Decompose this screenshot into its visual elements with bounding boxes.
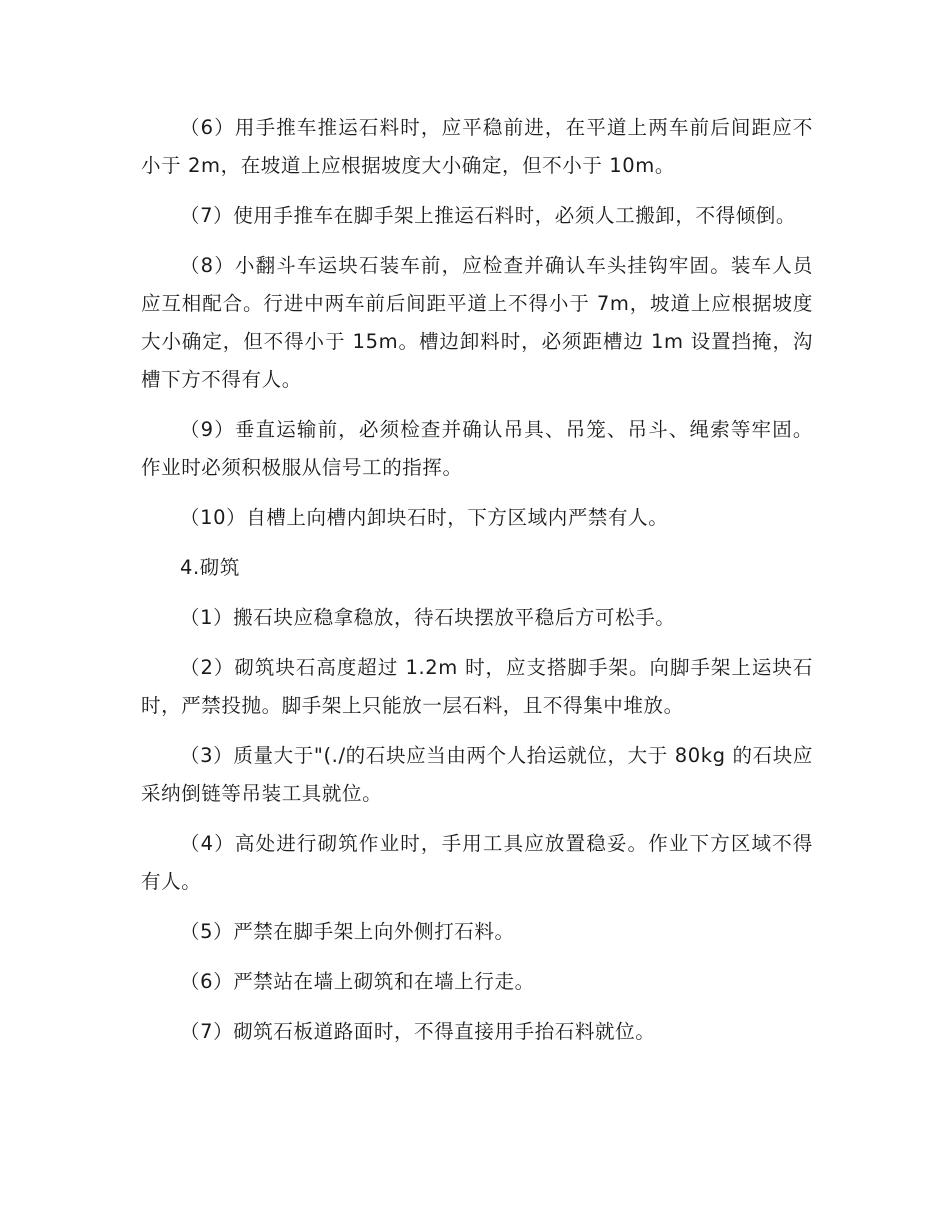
paragraph-item-8-dump-truck: （8）小翻斗车运块石装车前，应检查并确认车头挂钩牢固。装车人员应互相配合。行进中两车前后间距平道上不得小于 7m，坡道上应根据坡度大小确定，但不得小于 15m。槽边卸料时，必须距槽边 1m 设置挡掩，沟槽下方不得有人。 xyxy=(141,254,813,391)
paragraph-masonry-7: （7）砌筑石板道路面时，不得直接用手抬石料就位。 xyxy=(180,1020,656,1043)
paragraph-masonry-4: （4）高处进行砌筑作业时，手用工具应放置稳妥。作业下方区域不得有人。 xyxy=(141,832,813,893)
paragraph-item-10-unloading: （10）自槽上向槽内卸块石时，下方区域内严禁有人。 xyxy=(180,506,669,529)
paragraph-masonry-3: （3）质量大于"(./的石块应当由两个人抬运就位，大于 80kg 的石块应采纳倒链等吊装工具就位。 xyxy=(141,744,813,805)
document-body xyxy=(141,109,813,1051)
paragraph-item-9-vertical-transport: （9）垂直运输前，必须检查并确认吊具、吊笼、吊斗、绳索等牢固。作业时必须积极服从信号工的指挥。 xyxy=(141,418,813,479)
paragraph-masonry-5: （5）严禁在脚手架上向外侧打石料。 xyxy=(180,920,515,943)
paragraph-item-6-cart: （6）用手推车推运石料时，应平稳前进，在平道上两车前后间距应不小于 2m，在坡道上应根据坡度大小确定，但不小于 10m。 xyxy=(141,116,813,177)
paragraph-masonry-1: （1）搬石块应稳拿稳放，待石块摆放平稳后方可松手。 xyxy=(180,606,676,629)
section-heading-masonry: 4.砌筑 xyxy=(180,556,241,579)
paragraph-item-7-scaffold-cart: （7）使用手推车在脚手架上推运石料时，必须人工搬卸，不得倾倒。 xyxy=(180,204,797,227)
paragraph-masonry-6: （6）严禁站在墙上砌筑和在墙上行走。 xyxy=(180,970,535,993)
paragraph-masonry-2: （2）砌筑块石高度超过 1.2m 时，应支搭脚手架。向脚手架上运块石时，严禁投抛。脚手架上只能放一层石料，且不得集中堆放。 xyxy=(141,656,813,717)
